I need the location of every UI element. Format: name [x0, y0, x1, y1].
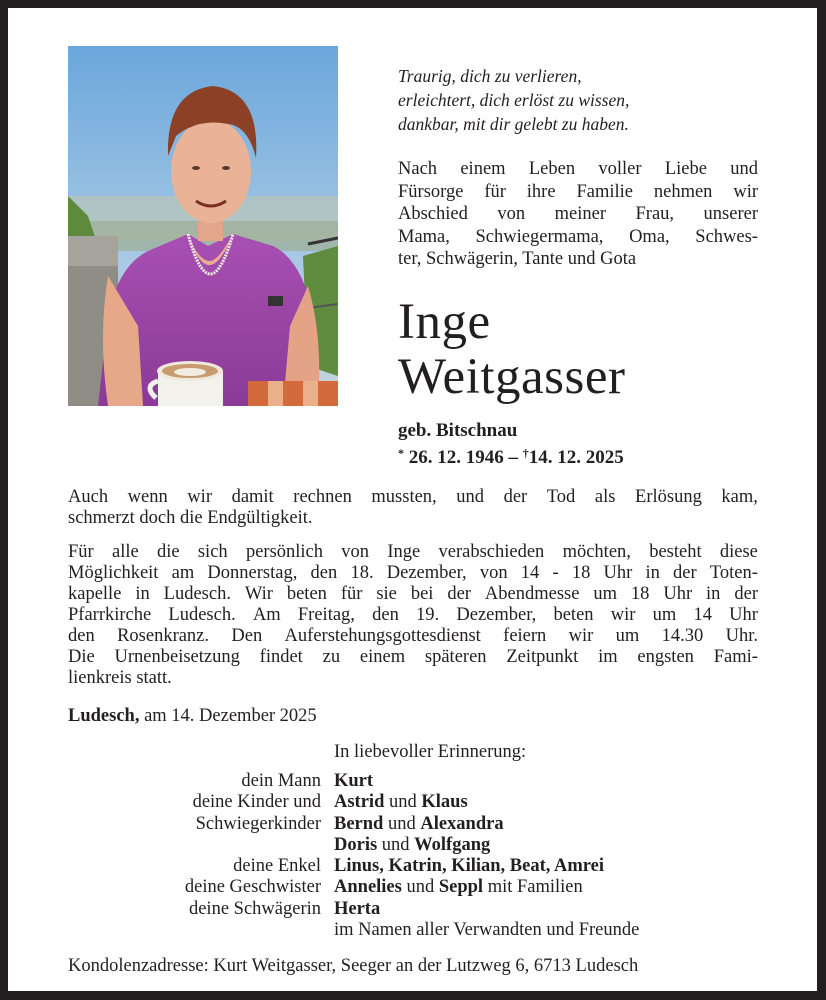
relative-names	[334, 877, 583, 898]
word: der	[447, 584, 471, 604]
word: Inge	[387, 542, 421, 562]
relation-label: deine Enkel	[233, 856, 321, 877]
word: 18.	[350, 563, 374, 583]
word: von	[479, 563, 508, 583]
word: wenn	[127, 487, 168, 507]
first-name: Inge	[398, 294, 491, 350]
word: Den	[231, 626, 263, 646]
word: Fürsorge	[398, 181, 464, 202]
deceased-name	[398, 295, 758, 405]
word: Donnerstag,	[207, 563, 298, 583]
word: Ludesch.	[163, 584, 231, 604]
word: Leben	[528, 159, 576, 179]
relation-label	[68, 920, 334, 941]
word: Schwiegermama,	[475, 226, 604, 247]
place: Ludesch,	[68, 706, 140, 726]
family-list	[68, 771, 639, 941]
relative-name: Wolfgang	[414, 834, 491, 855]
relation-label: deine Geschwister	[184, 877, 321, 898]
word: Fami-	[713, 647, 758, 667]
connector-text: und	[384, 792, 422, 813]
word: und	[456, 487, 484, 507]
word: alle	[111, 542, 139, 562]
word: um	[652, 605, 677, 625]
word: Schwes-	[695, 226, 758, 247]
place-date	[68, 706, 317, 727]
word: Uhr	[663, 584, 693, 604]
word: Frau,	[635, 204, 675, 225]
family-row	[68, 792, 639, 813]
word: Liebe	[664, 159, 707, 179]
family-row	[68, 877, 639, 898]
word: unserer	[703, 204, 758, 225]
death-cross-icon: †	[522, 446, 529, 460]
family-row	[68, 835, 639, 856]
relation-label	[68, 835, 334, 856]
date-dash: –	[508, 447, 518, 468]
relative-names	[334, 856, 604, 877]
word: einem	[460, 159, 506, 179]
relation-label: deine Kinder und	[192, 792, 321, 813]
connector-text: mit Familien	[483, 877, 583, 898]
word: Abschied	[398, 204, 468, 225]
word: den	[310, 563, 338, 583]
word: für	[484, 181, 506, 202]
word: Erlösung	[635, 487, 702, 507]
word: 19.	[416, 605, 440, 625]
word: Toten-	[709, 563, 758, 583]
text-line	[68, 584, 758, 605]
word: Uhr.	[725, 626, 758, 646]
last-name: Weitgasser	[398, 349, 626, 405]
birth-date: 26. 12. 1946	[408, 447, 504, 468]
word: der	[673, 563, 697, 583]
word: in	[135, 584, 150, 604]
word: 18	[571, 563, 591, 583]
word: feiern	[503, 626, 547, 646]
memory-heading: In liebevoller Erinnerung:	[334, 742, 527, 762]
relative-names	[334, 899, 380, 920]
word: die	[156, 542, 180, 562]
word: Für	[68, 542, 94, 562]
word: Auch	[68, 487, 109, 507]
connector-text: und	[383, 813, 421, 834]
verse-line: erleichtert, dich erlöst zu wissen,	[398, 90, 630, 110]
birth-death-info	[398, 420, 758, 469]
intro-paragraph	[398, 158, 758, 271]
obituary-page	[8, 8, 817, 991]
relative-names	[334, 920, 639, 941]
condolence-address: Kondolenzadresse: Kurt Weitgasser, Seeger an der Lutzweg 6, 6713 Ludesch	[68, 956, 639, 976]
text-line	[68, 605, 758, 626]
word: ihre	[526, 181, 556, 202]
word: beten	[286, 584, 327, 604]
birth-star-icon: *	[398, 446, 404, 460]
relative-name: Herta	[334, 898, 381, 919]
text-line	[398, 203, 758, 226]
word: 14.30	[661, 626, 704, 646]
word: nehmen	[653, 181, 713, 202]
word: im	[598, 647, 618, 667]
text-line	[68, 647, 758, 668]
portrait-image	[68, 46, 338, 406]
relative-names	[334, 771, 373, 792]
word: bei	[410, 584, 434, 604]
word: den	[68, 626, 95, 646]
relative-name: Doris	[334, 834, 378, 855]
word: späteren	[424, 647, 487, 667]
word: wir	[733, 181, 758, 202]
relation-label: deine Schwägerin	[188, 898, 321, 919]
word: mussten,	[371, 487, 437, 507]
word: diese	[719, 542, 758, 562]
word: Möglichkeit	[68, 563, 159, 583]
text-line: schmerzt doch die Endgültigkeit.	[68, 508, 313, 528]
word: der	[503, 487, 528, 507]
maiden-name: geb. Bitschnau	[398, 420, 518, 441]
text-line	[398, 226, 758, 249]
word: Freitag,	[297, 605, 355, 625]
word: meiner	[554, 204, 606, 225]
relative-name: Annelies	[334, 877, 402, 898]
word: in	[706, 584, 721, 604]
word: Rosenkranz.	[117, 626, 210, 646]
family-row	[68, 920, 639, 941]
word: kapelle	[68, 584, 122, 604]
word: um	[593, 584, 617, 604]
word: Dezember,	[386, 563, 467, 583]
portrait-photo	[68, 46, 338, 406]
word: Urnenbeisetzung	[114, 647, 240, 667]
text-line	[68, 626, 758, 647]
word: 14	[693, 605, 712, 625]
word: Abendmesse	[484, 584, 580, 604]
text-line	[68, 563, 758, 584]
word: sie	[376, 584, 397, 604]
relative-name: Bernd	[334, 813, 384, 834]
family-row	[68, 771, 639, 792]
word: Die	[68, 647, 95, 667]
word: findet	[259, 647, 303, 667]
word: von	[497, 204, 526, 225]
word: der	[734, 584, 758, 604]
word: rechnen	[293, 487, 352, 507]
word: von	[341, 542, 370, 562]
word: wir	[568, 626, 594, 646]
death-date: 14. 12. 2025	[528, 447, 624, 468]
word: wir	[610, 605, 636, 625]
word: wir	[187, 487, 212, 507]
word: damit	[231, 487, 274, 507]
relative-name: Kurt	[334, 771, 374, 791]
text-line: ter, Schwägerin, Tante und Gota	[398, 249, 637, 270]
word: Ludesch.	[168, 605, 236, 625]
word: zu	[322, 647, 341, 667]
relative-names	[334, 792, 468, 813]
life-dates	[398, 442, 758, 469]
connector-text: im Namen aller Verwandten und Freunde	[334, 920, 640, 941]
word: Auferstehungsgottesdienst	[284, 626, 481, 646]
word: und	[730, 159, 758, 179]
text-line	[68, 542, 758, 563]
relative-names	[334, 814, 504, 835]
word: voller	[598, 159, 642, 179]
word: Wir	[244, 584, 273, 604]
relative-name: Klaus	[421, 792, 468, 813]
paragraph-acceptance	[68, 487, 758, 529]
verse-line: Traurig, dich zu verlieren,	[398, 66, 582, 86]
family-row	[68, 814, 639, 835]
word: -	[552, 563, 559, 583]
relative-name: Linus, Katrin, Kilian, Beat, Amrei	[334, 856, 604, 877]
family-row	[68, 899, 639, 920]
word: verabschieden	[438, 542, 545, 562]
word: persönlich	[245, 542, 324, 562]
text-line	[68, 487, 758, 508]
verse	[398, 64, 758, 136]
word: besteht	[649, 542, 702, 562]
word: Oma,	[629, 226, 670, 247]
word: einem	[359, 647, 406, 667]
relative-name: Seppl	[438, 877, 484, 898]
word: Nach	[398, 159, 438, 179]
paragraph-funeral-details	[68, 542, 758, 689]
connector-text: und	[377, 834, 415, 855]
relation-label: dein Mann	[241, 771, 321, 791]
relative-name: Alexandra	[420, 813, 504, 834]
word: 18	[630, 584, 650, 604]
word: Am	[252, 605, 281, 625]
word: sich	[197, 542, 228, 562]
word: Uhr	[729, 605, 758, 625]
word: Dezember,	[456, 605, 537, 625]
date: am 14. Dezember 2025	[144, 706, 317, 726]
word: engsten	[637, 647, 694, 667]
word: Mama,	[398, 226, 450, 247]
word: Zeitpunkt	[506, 647, 579, 667]
family-row	[68, 856, 639, 877]
word: in	[645, 563, 660, 583]
verse-line: dankbar, mit dir gelebt zu haben.	[398, 114, 629, 134]
text-line	[398, 158, 758, 181]
word: Familie	[576, 181, 633, 202]
word: am	[171, 563, 195, 583]
relative-names	[334, 835, 490, 856]
word: beten	[553, 605, 594, 625]
word: kam,	[721, 487, 758, 507]
text-line: lienkreis statt.	[68, 668, 172, 688]
relation-label: Schwiegerkinder	[195, 813, 321, 834]
word: Pfarrkirche	[68, 605, 152, 625]
text-line	[398, 181, 758, 204]
word: 14	[520, 563, 540, 583]
connector-text: und	[401, 877, 439, 898]
word: möchten,	[562, 542, 631, 562]
relative-name: Astrid	[334, 792, 385, 813]
word: Uhr	[603, 563, 633, 583]
word: um	[615, 626, 640, 646]
word: als	[594, 487, 616, 507]
word: für	[340, 584, 363, 604]
word: den	[372, 605, 399, 625]
word: Tod	[546, 487, 576, 507]
